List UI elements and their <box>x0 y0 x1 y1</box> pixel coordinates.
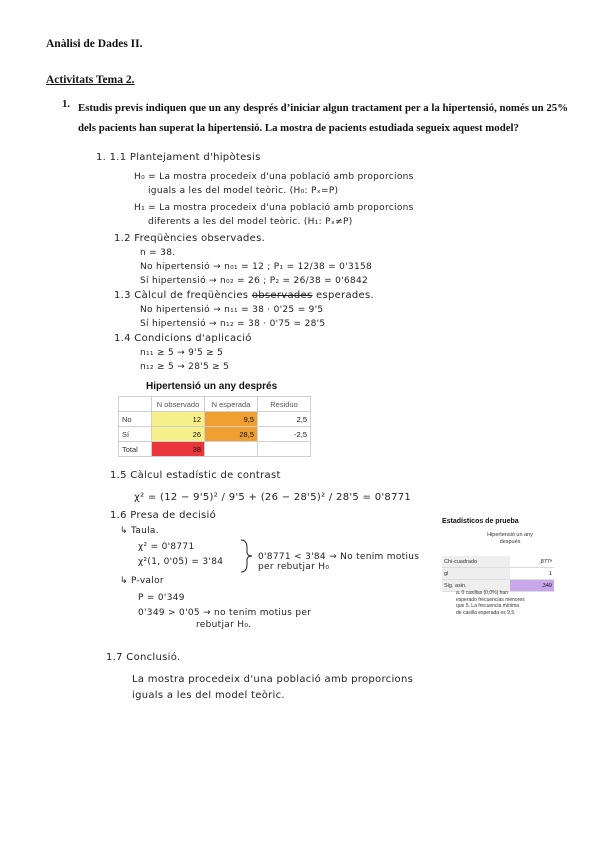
frequency-table <box>118 396 311 457</box>
sample-size: n = 38. <box>140 248 176 258</box>
activity-subtitle: Activitats Tema 2. <box>46 74 135 86</box>
conclusion-line-1: La mostra procedeix d'una població amb proporcions <box>132 674 414 685</box>
brace-icon <box>238 538 254 574</box>
pvalue-method-label: ↳ P-valor <box>120 576 164 586</box>
test-statistics-footnote: a. 0 casillas (0,0%) han esperado frecuencias menores que 5. La frecuencia mínima de casilla esperada es 9,5. <box>456 590 525 616</box>
test-statistics-column-header: Hipertensió un any después <box>487 532 533 545</box>
table-method-label: ↳ Taula. <box>120 526 159 536</box>
section-1-7-heading: 1.7 Conclusió. <box>106 652 181 663</box>
document-title: Anàlisi de Dades II. <box>46 38 143 50</box>
h0-line-2: iguals a les del model teòric. (H₀: Pₓ=P) <box>148 186 339 196</box>
chi-square-formula: χ² = (12 − 9'5)² / 9'5 + (26 − 28'5)² / 28'5 = 0'8771 <box>134 492 412 503</box>
chi-square-value: χ² = 0'8771 <box>138 542 195 552</box>
table-row: Sí 26 28,5 -2,5 <box>119 427 311 442</box>
table-row: Sig. asin. ,349 <box>442 580 554 592</box>
table-decision: 0'8771 < 3'84 → No tenim motius per rebutjar H₀ <box>258 552 420 572</box>
header-expected: N esperada <box>205 397 258 412</box>
question-number: 1. <box>62 98 71 110</box>
struck-word: observades <box>251 290 313 301</box>
table-row: Total 38 <box>119 442 311 457</box>
section-1-3-heading: 1.3 Càlcul de freqüències observades esperades. <box>114 290 374 301</box>
table-row: Chi-cuadrado ,877ᵃ <box>442 556 554 568</box>
h1-line-2: diferents a les del model teòric. (H₁: Pₓ≠P) <box>148 217 353 227</box>
pvalue-decision-1: 0'349 > 0'05 → no tenim motius per <box>138 608 312 618</box>
header-observed: N observado <box>152 397 205 412</box>
yes-hypertension-observed: Sí hipertensió → n₀₂ = 26 ; P₂ = 26/38 = 0'6842 <box>140 276 369 286</box>
condition-1: n₁₁ ≥ 5 → 9'5 ≥ 5 <box>140 348 224 358</box>
test-statistics-title: Estadísticos de prueba <box>442 518 519 525</box>
yes-hypertension-expected: Sí hipertensió → n₁₂ = 38 · 0'75 = 28'5 <box>140 319 326 329</box>
pvalue-equation: P = 0'349 <box>138 593 185 603</box>
table-row: No 12 9,5 2,5 <box>119 412 311 427</box>
section-1-1-heading: 1. 1.1 Plantejament d'hipòtesis <box>96 152 261 163</box>
section-1-6-heading: 1.6 Presa de decisió <box>110 510 217 521</box>
h1-line-1: H₁ = La mostra procedeix d'una població amb proporcions <box>134 203 414 213</box>
header-residual: Residuo <box>258 397 311 412</box>
frequency-table-title: Hipertensió un any després <box>146 381 278 392</box>
question-text: Estudis previs indiquen que un any després d’iniciar algun tractament per a la hipertensió, només un 25% dels pacients han superat la hipertensió. La mostra de pacients estudiada segueix aquest model? <box>78 102 568 134</box>
chi-square-critical: χ²(1, 0'05) = 3'84 <box>138 557 224 567</box>
h0-line-1: H₀ = La mostra procedeix d'una població amb proporcions <box>134 172 414 182</box>
section-1-4-heading: 1.4 Condicions d'aplicació <box>114 333 252 344</box>
condition-2: n₁₂ ≥ 5 → 28'5 ≥ 5 <box>140 362 230 372</box>
pvalue-decision-2: rebutjar H₀. <box>196 620 252 630</box>
test-statistics-table <box>442 556 554 592</box>
no-hypertension-expected: No hipertensió → n₁₁ = 38 · 0'25 = 9'5 <box>140 305 324 315</box>
conclusion-line-2: iguals a les del model teòric. <box>132 690 285 701</box>
section-1-2-heading: 1.2 Freqüències observades. <box>114 233 266 244</box>
table-row: gl 1 <box>442 568 554 580</box>
no-hypertension-observed: No hipertensió → n₀₁ = 12 ; P₁ = 12/38 = 0'3158 <box>140 262 373 272</box>
section-1-5-heading: 1.5 Càlcul estadístic de contrast <box>110 470 281 481</box>
